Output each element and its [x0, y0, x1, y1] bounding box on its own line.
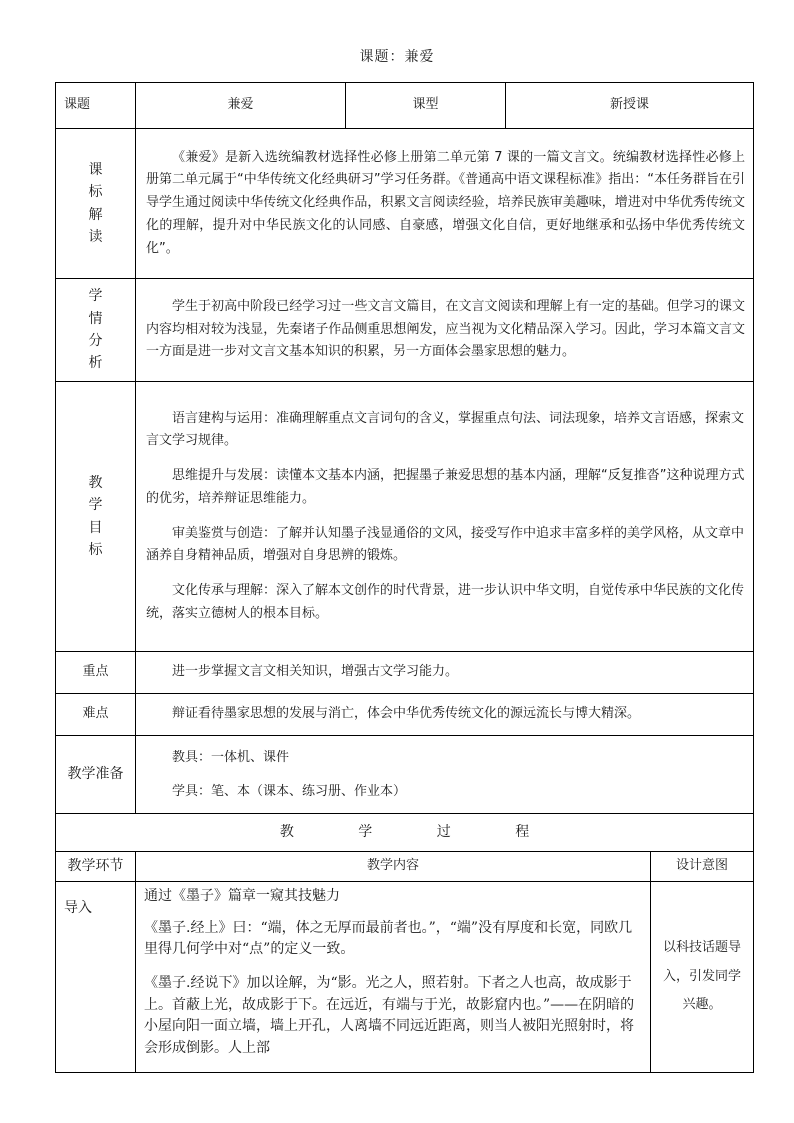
lesson-plan-table [55, 82, 754, 1073]
key-point-row [56, 652, 754, 694]
goal-item: 审美鉴赏与创造：了解并认知墨子浅显通俗的文风，接受写作中追求丰富多样的美学风格，从文章中涵养自身精神品质，增强对自身思辨的锻炼。 [146, 525, 745, 564]
learner-label: 学 情 分 析 [56, 279, 136, 382]
learner-text: 学生于初高中阶段已经学习过一些文言文篇目，在文言文阅读和理解上有一定的基础。但学习的课文内容均相对较为浅显，先秦诸子作品侧重思想阐发，应当视为文化精品深入学习。因此，学习本篇文言文一方面是进一步对文言文基本知识的积累，另一方面体会墨家思想的魅力。 [136, 279, 754, 382]
lesson-type-value: 新授课 [506, 83, 754, 129]
goals-row [56, 382, 754, 652]
curriculum-text: 《兼爱》是新入选统编教材选择性必修上册第二单元第 7 课的一篇文言文。统编教材选择性必修上册第二单元属于“中华传统文化经典研习”学习任务群。《普通高中语文课程标准》指出：“本任务群旨在引导学生通过阅读中华传统文化经典作品，积累文言阅读经验，培养民族审美趣味，增进对中华优秀传统文化的理解，提升对中华民族文化的认同感、自豪感，增强文化自信，更好地继承和弘扬中华优秀传统文化”。 [136, 129, 754, 279]
goal-item: 思维提升与发展：读懂本文基本内涵，把握墨子兼爱思想的基本内涵，理解“反复推沓”这种说理方式的优劣，培养辩证思维能力。 [146, 468, 745, 506]
lesson-type-label: 课型 [346, 83, 506, 129]
difficulty-text: 辩证看待墨家思想的发展与消亡，体会中华优秀传统文化的源远流长与博大精深。 [136, 694, 754, 736]
intro-paragraph: 《墨子.经上》曰：“端，体之无厚而最前者也。”，“端”没有厚度和长宽，同欧几里得几何学中对“点”的定义一致。 [144, 919, 633, 958]
process-heading: 教 学 过 程 [56, 814, 754, 852]
key-point-text: 进一步掌握文言文相关知识，增强古文学习能力。 [136, 652, 754, 694]
intro-content [136, 882, 651, 1073]
intro-heading: 通过《墨子》篇章一窥其技魅力 [144, 888, 340, 904]
difficulty-row [56, 694, 754, 736]
col-stage-header: 教学环节 [56, 852, 136, 882]
process-columns-row [56, 852, 754, 882]
preparation-text [136, 736, 754, 814]
curriculum-label: 课 标 解 读 [56, 129, 136, 279]
preparation-label: 教学准备 [56, 736, 136, 814]
student-tools: 学具：笔、本（课本、练习册、作业本） [172, 783, 407, 799]
topic-value: 兼爱 [136, 83, 346, 129]
goal-item: 文化传承与理解：深入了解本文创作的时代背景，进一步认识中华文明，自觉传承中华民族的文化传统，落实立德树人的根本目标。 [146, 583, 745, 621]
col-intent-header: 设计意图 [651, 852, 754, 882]
intro-intent: 以科技话题导入，引发同学兴趣。 [651, 882, 754, 1073]
intro-stage-label: 导入 [56, 882, 136, 1073]
teacher-tools: 教具：一体机、课件 [172, 749, 290, 765]
col-content-header: 教学内容 [136, 852, 651, 882]
goals-text [136, 382, 754, 652]
intro-row [56, 882, 754, 1073]
preparation-row [56, 736, 754, 814]
header-row [56, 83, 754, 129]
page-title: 课题：兼爱 [359, 49, 435, 65]
topic-label: 课题 [56, 83, 136, 129]
intro-paragraph: 《墨子.经说下》加以诠解，为“影。光之人，照若射。下者之人也高，故成影于上。首蔽上光，故成影于下。在远近，有端与于光，故影窟内也。”——在阴暗的小屋向阳一面立墙，墙上开孔，人离墙不同远近距离，则当人被阳光照射时，将会形成倒影。人上部 [144, 975, 635, 1057]
goal-item: 语言建构与运用：准确理解重点文言词句的含义，掌握重点句法、词法现象，培养文言语感，探索文言文学习规律。 [146, 410, 745, 449]
curriculum-row [56, 129, 754, 279]
key-point-label: 重点 [56, 652, 136, 694]
goals-label: 教 学 目 标 [56, 382, 136, 652]
learner-row [56, 279, 754, 382]
difficulty-label: 难点 [56, 694, 136, 736]
process-heading-row [56, 814, 754, 852]
